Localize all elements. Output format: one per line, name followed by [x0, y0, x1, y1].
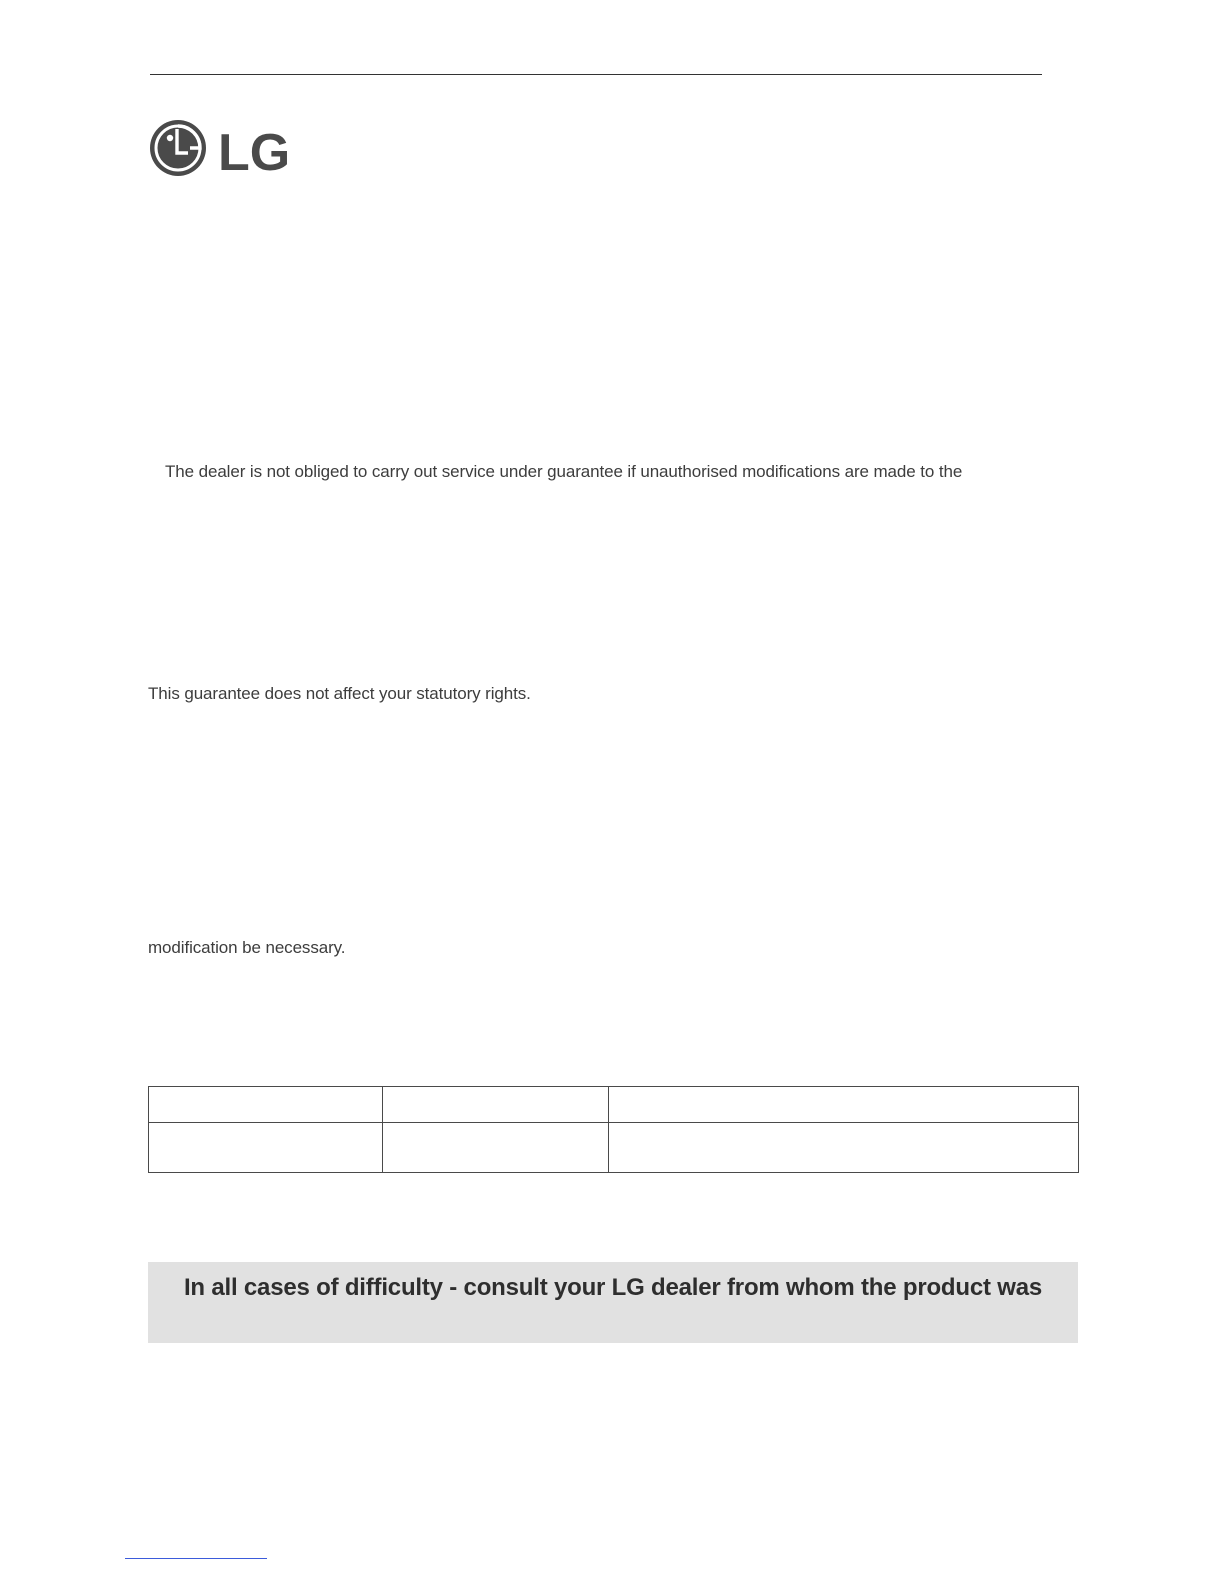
statutory-rights-paragraph: This guarantee does not affect your statutory rights. [148, 684, 531, 703]
table-header-cell [149, 1087, 383, 1123]
lg-logo [148, 117, 293, 181]
lg-logo-mark [148, 117, 293, 181]
footer-link-underline[interactable] [125, 1558, 267, 1559]
table-cell[interactable] [609, 1123, 1079, 1173]
table-header-row [149, 1087, 1079, 1123]
table-header-cell [609, 1087, 1079, 1123]
table-cell[interactable] [383, 1123, 609, 1173]
difficulty-notice-text: In all cases of difficulty - consult your LG dealer from whom the product was [183, 1274, 1043, 1301]
dealer-modifications-paragraph: The dealer is not obliged to carry out service under guarantee if unauthorised modifications are made to the [165, 462, 963, 481]
difficulty-notice-box [148, 1262, 1078, 1343]
table-header-cell [383, 1087, 609, 1123]
table-cell[interactable] [149, 1123, 383, 1173]
lg-logo-wordmark: LG [218, 124, 291, 181]
guarantee-details-table [148, 1086, 1079, 1173]
modification-necessary-paragraph: modification be necessary. [148, 938, 346, 957]
header-rule [150, 74, 1042, 75]
table-row [149, 1123, 1079, 1173]
